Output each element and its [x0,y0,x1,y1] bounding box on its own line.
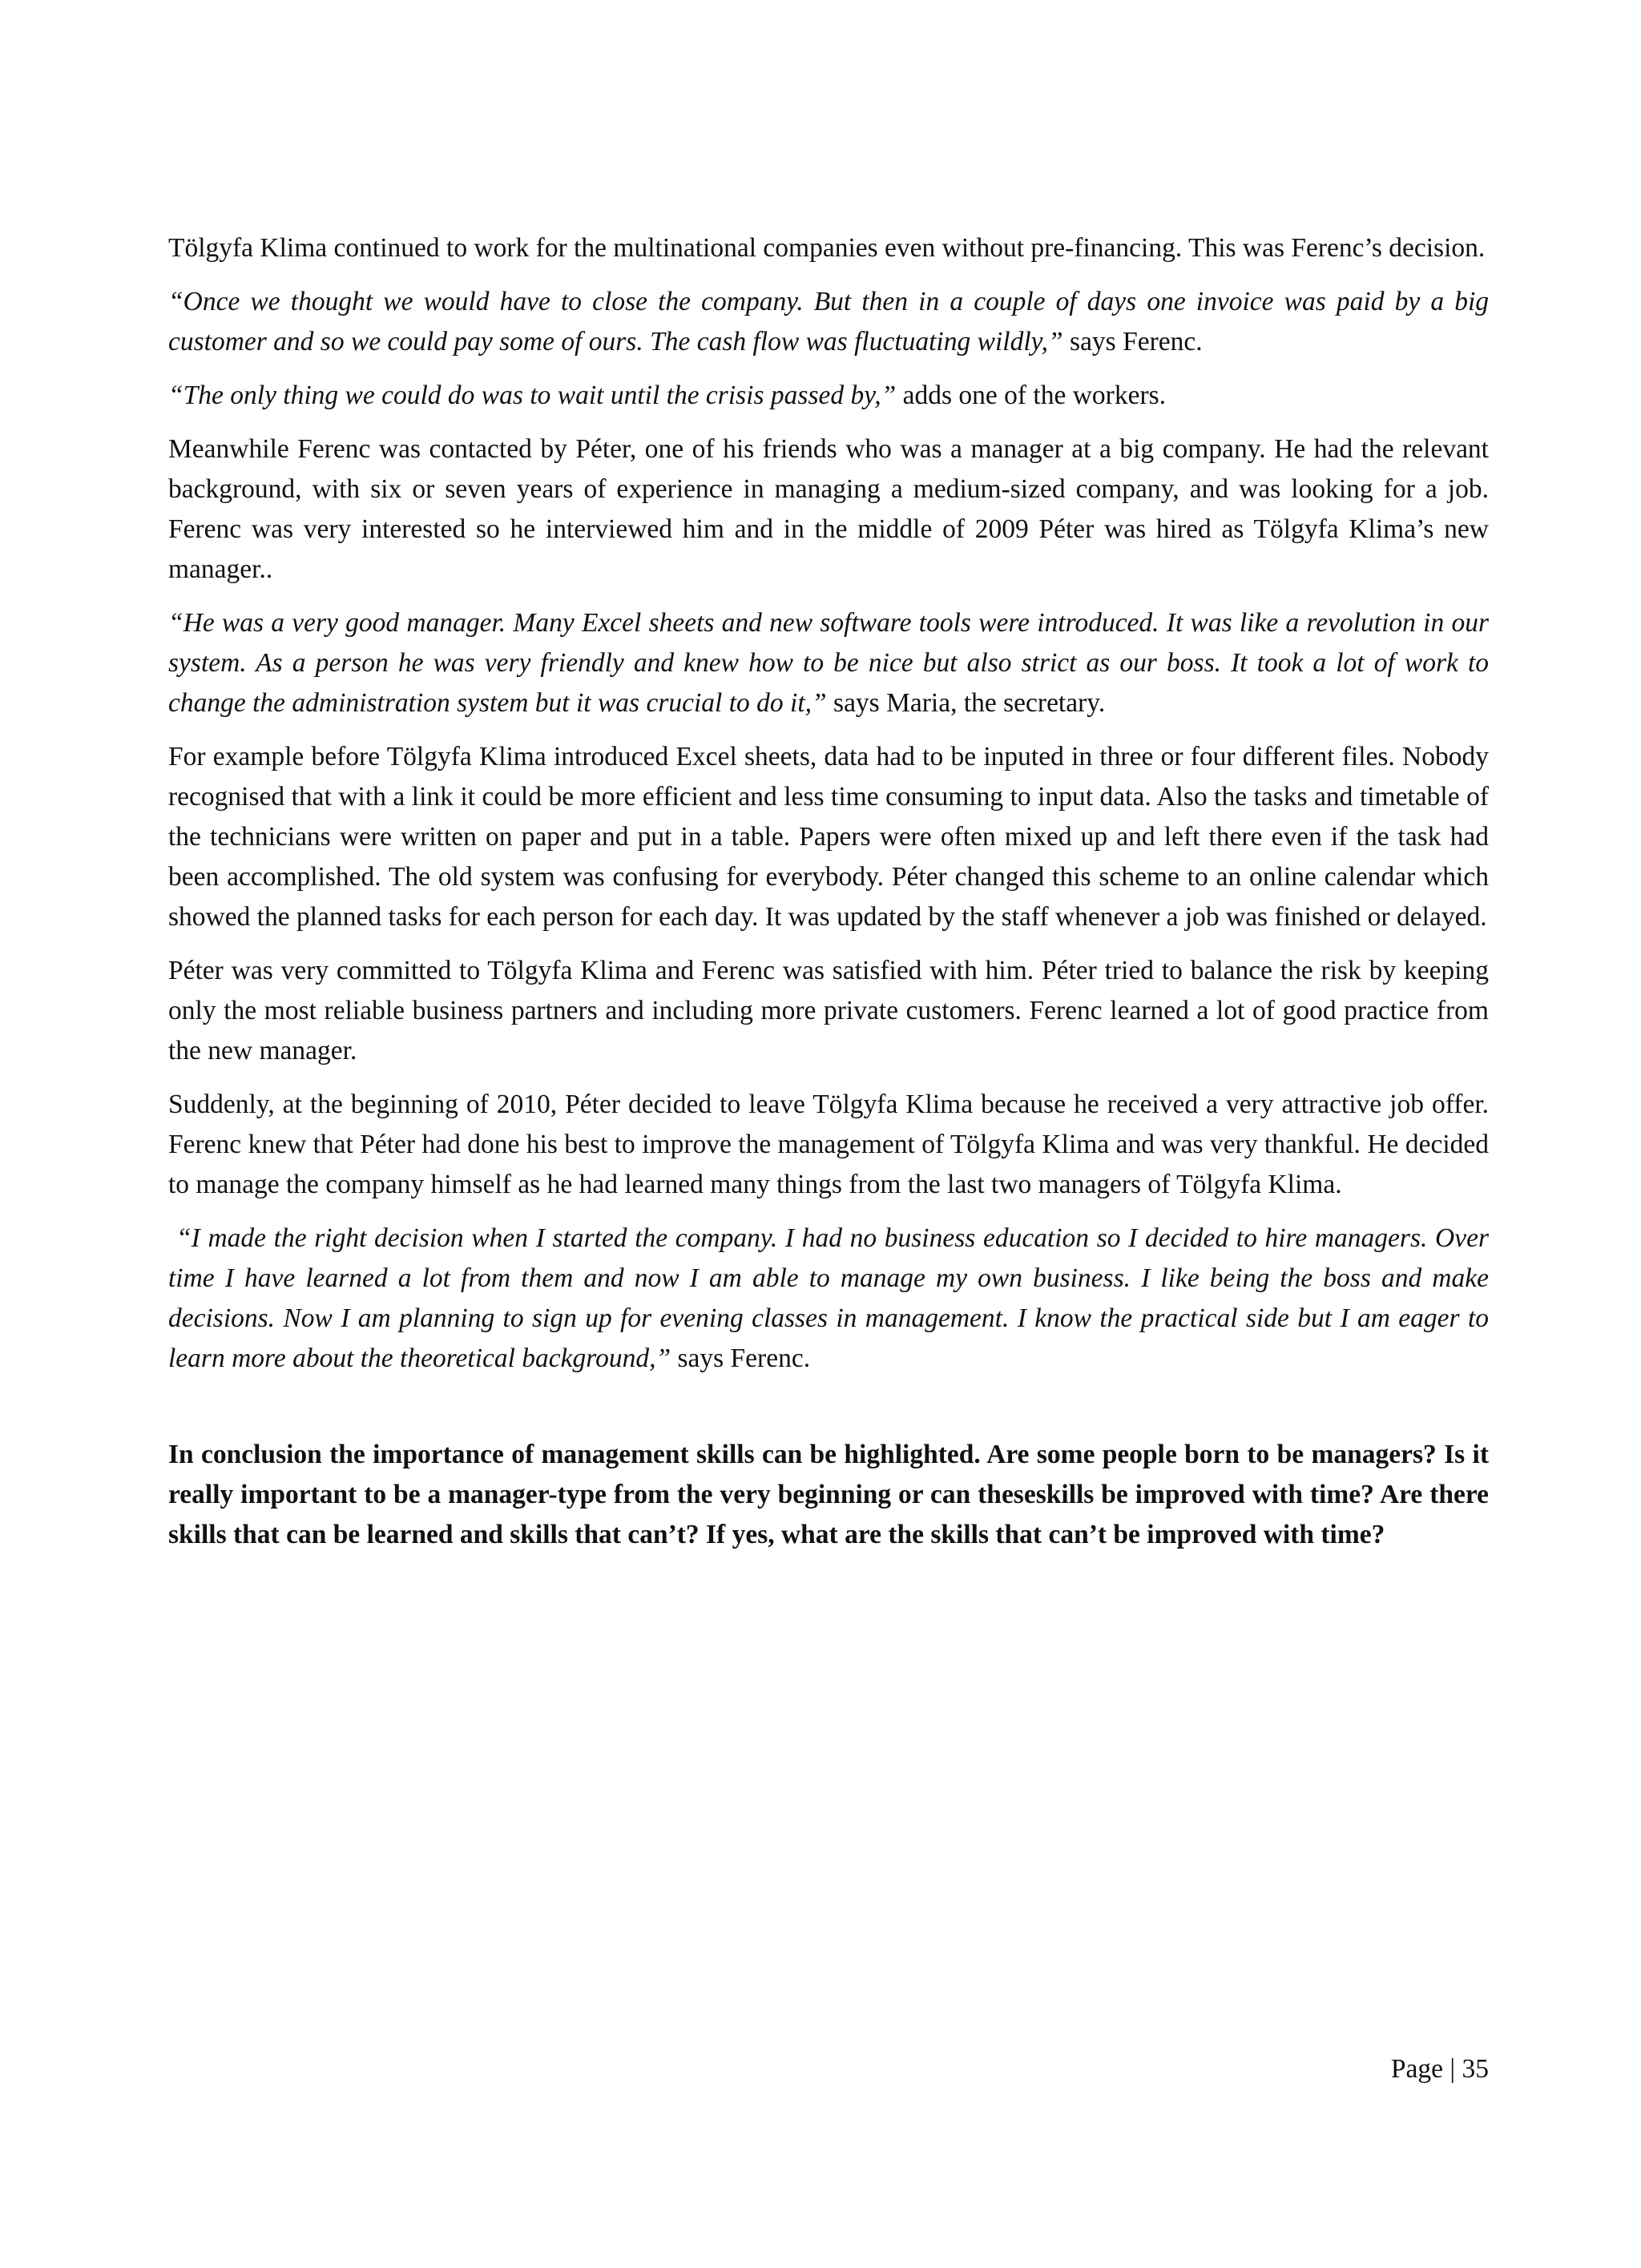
paragraph-peter-committed: Péter was very committed to Tölgyfa Klima and Ferenc was satisfied with him. Péter tried to balance the risk by keeping only the most reliable business partners and including more private customers. Ferenc learned a lot of good practice from the new manager. [168,956,1489,1066]
page-number: Page | 35 [1390,2054,1489,2084]
conclusion-paragraph: In conclusion the importance of management skills can be highlighted. Are some people born to be managers? Is it really important to be a manager-type from the very beginning or can theseskills be improved with time? Are there skills that can be learned and skills that can’t? If yes, what are the skills that can’t be improved with time? [168,1440,1489,1549]
quote-attribution: says Ferenc. [1062,327,1203,357]
quote-paragraph-cash-flow [168,282,1489,362]
quote-attribution: adds one of the workers. [896,381,1167,410]
paragraph-peter-hired: Meanwhile Ferenc was contacted by Péter, one of his friends who was a manager at a big company. He had the relevant background, with six or seven years of experience in managing a medium-sized company, and was looking for a job. Ferenc was very interested so he interviewed him and in the middle of 2009 Péter was hired as Tölgyfa Klima’s new manager.. [168,434,1489,584]
paragraph-peter-leaves: Suddenly, at the beginning of 2010, Péter decided to leave Tölgyfa Klima because he received a very attractive job offer. Ferenc knew that Péter had done his best to improve the management of Tölgyfa Klima and was very thankful. He decided to manage the company himself as he had learned many things from the last two managers of Tölgyfa Klima. [168,1090,1489,1199]
quote-text: “He was a very good manager. Many Excel sheets and new software tools were introduced. It was like a revolution in our system. As a person he was very friendly and knew how to be nice but also strict as our boss. It took a lot of work to change the administration system but it was crucial to do it,” [168,608,1489,718]
page-body [168,228,1489,1569]
paragraph-excel-sheets: For example before Tölgyfa Klima introduced Excel sheets, data had to be inputed in three or four different files. Nobody recognised that with a link it could be more efficient and less time consuming to input data. Also the tasks and timetable of the technicians were written on paper and put in a table. Papers were often mixed up and left there even if the task had been accomplished. The old system was confusing for everybody. Péter changed this scheme to an online calendar which showed the planned tasks for each person for each day. It was updated by the staff whenever a job was finished or delayed. [168,742,1489,932]
quote-attribution: says Maria, the secretary. [826,688,1106,718]
quote-paragraph-good-manager [168,603,1489,723]
quote-text: “Once we thought we would have to close the company. But then in a couple of days one invoice was paid by a big customer and so we could pay some of ours. The cash flow was fluctuating wildly,” [168,287,1489,357]
quote-attribution: says Ferenc. [671,1343,811,1373]
quote-paragraph-crisis [168,376,1489,416]
quote-paragraph-right-decision [168,1219,1489,1379]
paragraph-pre-financing: Tölgyfa Klima continued to work for the multinational companies even without pre-financing. This was Ferenc’s decision. [168,233,1486,263]
quote-text: “I made the right decision when I started the company. I had no business education so I decided to hire managers. Over time I have learned a lot from them and now I am able to manage my own business. I like being the boss and make decisions. Now I am planning to sign up for evening classes in management. I know the practical side but I am eager to learn more about the theoretical background,” [168,1223,1489,1373]
quote-text: “The only thing we could do was to wait until the crisis passed by,” [168,381,897,410]
